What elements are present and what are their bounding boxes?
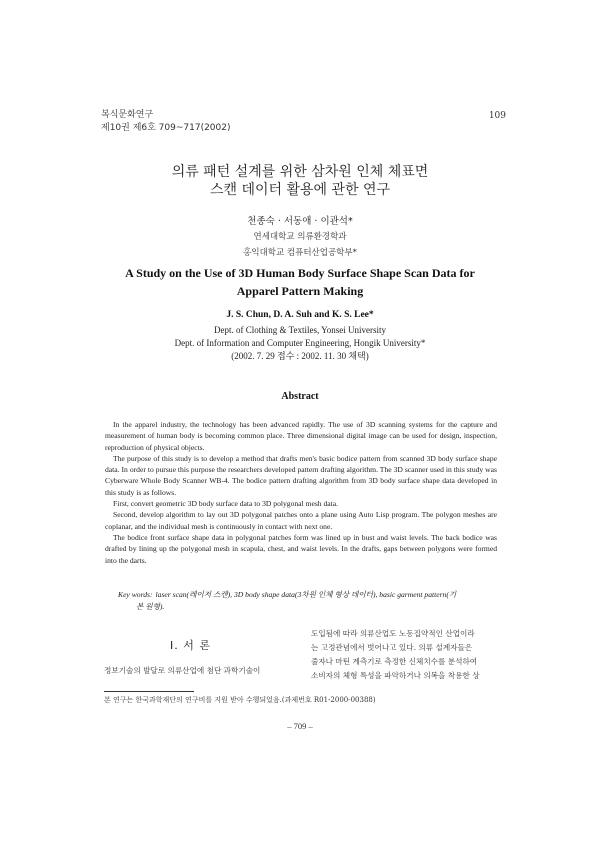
intro-line: 소비자의 체형 특성을 파악하거나 의복을 착용한 상 bbox=[311, 671, 480, 680]
english-authors: J. S. Chun, D. A. Suh and K. S. Lee* bbox=[226, 310, 374, 320]
section-heading: Ⅰ. 서 론 bbox=[170, 639, 211, 652]
page-number: 109 bbox=[488, 111, 506, 121]
keywords-text: laser scan(레이저 스캔), 3D body shape data(3차원 인체 형상 데이터), basic garment pattern(기 bbox=[155, 590, 457, 599]
abstract-paragraph: In the apparel industry, the technology has been advanced rapidly. The use of 3D scanning systems for the capture and measurement of human body is becoming common place. Three dimensional digital image can be used for design, inspection, reproduction of physical objects. bbox=[105, 420, 497, 452]
abstract-paragraph: Second, develop algorithm to lay out 3D polygonal patches onto a plane using Auto Lisp program. The polygon meshes are coplanar, and the individual mesh is continuously in contact with next one. bbox=[105, 510, 497, 531]
korean-title-line-1: 의류 패턴 설계를 위한 삼차원 인체 체표면 bbox=[171, 164, 429, 180]
english-title-line-1: A Study on the Use of 3D Human Body Surface Shape Scan Data for bbox=[125, 266, 475, 280]
korean-title bbox=[0, 163, 600, 199]
keywords-continuation: 본 원형). bbox=[136, 602, 165, 611]
received-accepted-dates: (2002. 7. 29 접수 : 2002. 11. 30 채택) bbox=[231, 351, 369, 361]
intro-line: 줄자나 마틴 계측기로 측정한 신체치수를 분석하여 bbox=[311, 657, 478, 666]
korean-affiliations bbox=[0, 229, 600, 261]
footnote: 본 연구는 한국과학재단의 연구비를 지원 받아 수행되었음.(과제번호 R01-2000-00388) bbox=[104, 696, 376, 704]
korean-title-line-2: 스캔 데이터 활용에 관한 연구 bbox=[209, 182, 391, 198]
english-title-line-2: Apparel Pattern Making bbox=[236, 284, 364, 298]
abstract-body bbox=[105, 419, 497, 566]
intro-line: 도입됨에 따라 의류산업도 노동집약적인 산업이라 bbox=[311, 629, 475, 638]
journal-header bbox=[101, 109, 231, 135]
abstract-paragraph: The bodice front surface shape data in polygonal patches form was lined up in bust and waist levels. The back bodice was drafted by lining up the polygonal mesh in scapula, chest, and waist levels. In the drafts, gaps between polygons were formed into the darts. bbox=[105, 532, 497, 565]
korean-affiliation: 연세대학교 의류환경학과 bbox=[253, 232, 347, 242]
english-affiliation: Dept. of Information and Computer Engineering, Hongik University* bbox=[174, 338, 426, 348]
keywords bbox=[118, 589, 499, 613]
abstract-paragraph: The purpose of this study is to develop a method that drafts men's basic bodice pattern from scanned 3D body surface shape data. In order to pursue this purpose the researchers developed pattern drafting algorithm. The 3D scanner used in this study was Cyberware Whole Body Scanner WB-4. The bodice pattern drafting algorithm from 3D body surface shape data developed in this study is as follows. bbox=[105, 453, 497, 497]
korean-affiliation: 홍익대학교 컴퓨터산업공학부* bbox=[243, 248, 357, 258]
abstract-paragraph: First, convert geometric 3D body surface data to 3D polygonal mesh data. bbox=[113, 499, 339, 509]
footnote-divider bbox=[104, 691, 194, 692]
english-affiliation: Dept. of Clothing & Textiles, Yonsei University bbox=[214, 325, 386, 335]
english-title bbox=[0, 264, 600, 300]
journal-name: 복식문화연구 bbox=[101, 110, 154, 120]
page-footer: – 709 – bbox=[287, 721, 313, 731]
abstract-heading: Abstract bbox=[281, 391, 319, 402]
intro-left-column: 정보기술의 발달로 의류산업에 첨단 과학기술이 bbox=[104, 666, 261, 675]
korean-authors: 천종숙 · 서동애 · 이관석* bbox=[247, 216, 353, 227]
intro-right-column bbox=[311, 627, 501, 683]
keywords-label: Key words: bbox=[118, 590, 153, 599]
volume-info: 제10권 제6호 709~717(2002) bbox=[101, 123, 231, 133]
intro-line: 는 고정관념에서 벗어나고 있다. 의류 설계자들은 bbox=[311, 643, 473, 652]
english-affiliations bbox=[0, 324, 600, 363]
